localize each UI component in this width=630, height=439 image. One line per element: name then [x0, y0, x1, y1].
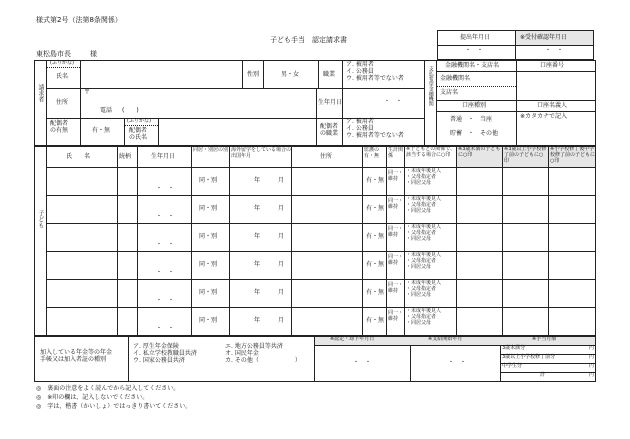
spouse-name-field[interactable]	[159, 119, 315, 145]
amount-row-junior: 中学生分	[502, 363, 523, 369]
holder-note: ※カタカナで記入	[520, 113, 568, 120]
submit-date-label: 提出年月日	[460, 34, 491, 41]
amount-label: ※手当月額	[532, 336, 557, 342]
bank-inst-name[interactable]: 金融機関名	[440, 75, 471, 82]
bank-branch-name[interactable]: 支店名	[440, 89, 459, 96]
child-livelihood-value[interactable]: 同一・維持	[388, 254, 404, 266]
acct-type-option-2[interactable]: 貯蓄 ・ その他	[450, 130, 499, 137]
spouse-name-label: 配偶者 の氏名	[129, 127, 148, 141]
child-abroad-month[interactable]: 月	[278, 317, 285, 324]
child-abroad-year[interactable]: 年	[254, 177, 261, 184]
spouse-exists-value[interactable]: 有・無	[92, 127, 111, 134]
furigana-label: (ふりがな)	[50, 60, 74, 66]
form-title: 子ども手当 認定請求書	[270, 36, 347, 44]
child-birth-value[interactable]: ・ ・	[156, 297, 175, 304]
child-guardian-options[interactable]: ・未成年後見人 ・父母指定者 ・同居父母	[406, 308, 442, 326]
acct-holder-header: 口座名義人	[537, 102, 568, 109]
child-birth-value[interactable]: ・ ・	[156, 325, 175, 332]
child-abroad-month[interactable]: 月	[278, 289, 285, 296]
child-abroad-month[interactable]: 月	[278, 177, 285, 184]
birth-value[interactable]: ・ ・	[384, 98, 403, 105]
amount-row-under3: 3歳未満分	[502, 345, 526, 351]
note-3: ◎ 字は、楷書（かいしょ）ではっきり書いてください。	[36, 403, 192, 410]
cert-date-value: ・ ・	[353, 359, 372, 366]
bank-inst-header: 金融機関名・支店名	[445, 62, 500, 69]
child-birth-value[interactable]: ・ ・	[156, 241, 175, 248]
child-address-header: 住所	[320, 153, 333, 160]
child-support-value[interactable]: 有・無	[366, 233, 385, 240]
amount-row-total: 計	[540, 372, 546, 378]
bank-acct-no-field[interactable]	[517, 72, 595, 99]
child-abroad-header: 海外留学をしている場合の出国年月	[231, 147, 292, 159]
postal-mark: 〒	[84, 89, 91, 96]
child-support-value[interactable]: 有・無	[366, 177, 385, 184]
child-abroad-year[interactable]: 年	[254, 317, 261, 324]
child-livelihood-value[interactable]: 同一・維持	[388, 226, 404, 238]
child-abroad-year[interactable]: 年	[254, 233, 261, 240]
pension-options-left[interactable]: ア. 厚生年金保険 イ. 私立学校教職員共済 ウ. 国家公務員共済	[133, 343, 197, 364]
birth-label: 生年月日	[318, 99, 343, 106]
child-cohabit-value[interactable]: 同・別	[199, 177, 218, 184]
form-number: 様式第2号（法第8条関係）	[36, 16, 122, 24]
child-relation-header: 続柄	[119, 153, 132, 160]
child-junior-header: ※小学校修了後中学校修了前の子どもに○印	[550, 146, 596, 164]
acct-type-header: 口座種別	[462, 102, 487, 109]
child-guardian-header: ※子どもとの関係で、該当する場合に○印	[406, 146, 456, 158]
child-guardian-options[interactable]: ・未成年後見人 ・父母指定者 ・同居父母	[406, 252, 442, 270]
claimant-side-label: 請求者	[36, 84, 44, 102]
child-birth-header: 生年月日	[151, 153, 176, 160]
start-month-value: ・ ・	[448, 359, 467, 366]
child-abroad-year[interactable]: 年	[254, 205, 261, 212]
child-livelihood-header: 生計関係	[388, 147, 404, 159]
submit-date-value[interactable]: ・ ・	[465, 47, 484, 54]
receipt-date-label: ※受付確認年月日	[520, 34, 568, 41]
claimant-name-field[interactable]	[81, 68, 241, 88]
acct-type-option-1[interactable]: 普通 ・ 当座	[450, 116, 493, 123]
yen-unit: 円	[589, 345, 595, 351]
pension-options-right[interactable]: エ. 地方公務員等共済 オ. 国民年金 カ. その他（ ）	[225, 343, 301, 364]
child-under3-header: ※3歳未満の子どもに○印	[458, 146, 501, 158]
child-abroad-month[interactable]: 月	[278, 205, 285, 212]
occupation-label: 職業	[323, 71, 336, 78]
child-cohabit-value[interactable]: 同・別	[199, 233, 218, 240]
child-livelihood-value[interactable]: 同一・維持	[388, 282, 404, 294]
child-cohabit-value[interactable]: 同・別	[199, 317, 218, 324]
child-cohabit-header: 同居・別居の別	[193, 147, 229, 153]
spouse-exists-label: 配偶者 の有無	[50, 120, 69, 134]
gender-label: 性別	[247, 71, 260, 78]
child-guardian-options[interactable]: ・未成年後見人 ・父母指定者 ・同居父母	[406, 168, 442, 186]
child-cohabit-value[interactable]: 同・別	[199, 261, 218, 268]
receipt-date-value: ・ ・	[545, 47, 564, 54]
amount-row-elem: 3歳以上小学校修了前分	[502, 354, 556, 360]
child-support-value[interactable]: 有・無	[366, 205, 385, 212]
child-name-header: 氏 名	[66, 153, 91, 160]
child-abroad-month[interactable]: 月	[278, 261, 285, 268]
child-support-value[interactable]: 有・無	[366, 317, 385, 324]
child-birth-value[interactable]: ・ ・	[156, 213, 175, 220]
child-support-value[interactable]: 有・無	[366, 289, 385, 296]
child-livelihood-value[interactable]: 同一・維持	[388, 310, 404, 322]
name-label: 氏名	[56, 73, 69, 80]
child-abroad-year[interactable]: 年	[254, 261, 261, 268]
children-side-label: 子ども	[36, 210, 44, 228]
mayor-label: 東松島市長	[36, 50, 71, 58]
yen-unit: 円	[589, 363, 595, 369]
spouse-occupation-label: 配偶者 の職業	[320, 123, 339, 137]
bank-side-label: 支払希望金融機関	[427, 66, 434, 106]
spouse-occupation-options[interactable]: ア. 被用者 イ. 公務員 ウ. 被用者等でない者	[346, 118, 404, 139]
child-abroad-year[interactable]: 年	[254, 289, 261, 296]
occupation-options[interactable]: ア. 被用者 イ. 公務員 ウ. 被用者等でない者	[346, 61, 404, 82]
yen-unit: 円	[589, 372, 595, 378]
note-1: ◎ 裏面の注意をよく読んでから記入してください。	[36, 385, 180, 392]
address-label: 住所	[56, 99, 69, 106]
child-elem-header: ※3歳以上小学校修了前の子どもに○印	[504, 146, 547, 164]
child-cohabit-value[interactable]: 同・別	[199, 289, 218, 296]
child-cohabit-value[interactable]: 同・別	[199, 205, 218, 212]
cert-date-label: ※認定・却下年月日	[330, 336, 375, 342]
gender-value[interactable]: 男・女	[281, 71, 300, 78]
child-guardian-options[interactable]: ・未成年後見人 ・父母指定者 ・同居父母	[406, 224, 442, 242]
child-birth-value[interactable]: ・ ・	[156, 269, 175, 276]
child-guardian-options[interactable]: ・未成年後見人 ・父母指定者 ・同居父母	[406, 196, 442, 214]
phone-field[interactable]: ( )	[122, 107, 139, 114]
child-livelihood-value[interactable]: 同一・維持	[388, 170, 404, 182]
child-birth-value[interactable]: ・ ・	[156, 185, 175, 192]
spouse-furigana-label: (ふりがな)	[127, 118, 151, 124]
bank-acct-no-header: 口座番号	[540, 62, 565, 69]
child-support-header: 監護の有・無	[364, 147, 380, 159]
child-support-value[interactable]: 有・無	[366, 261, 385, 268]
yen-unit: 円	[589, 354, 595, 360]
child-livelihood-value[interactable]: 同一・維持	[388, 198, 404, 210]
note-2: ◎ ※印の欄は、記入しないでください。	[36, 394, 149, 401]
start-month-label: ※支給開始年月	[428, 336, 463, 342]
pension-label: 加入している年金等の年金 手帳又は加入者証の種別	[40, 349, 113, 363]
phone-label: 電話	[100, 107, 113, 114]
honorific: 様	[90, 50, 97, 58]
child-guardian-options[interactable]: ・未成年後見人 ・父母指定者 ・同居父母	[406, 280, 442, 298]
child-abroad-month[interactable]: 月	[278, 233, 285, 240]
